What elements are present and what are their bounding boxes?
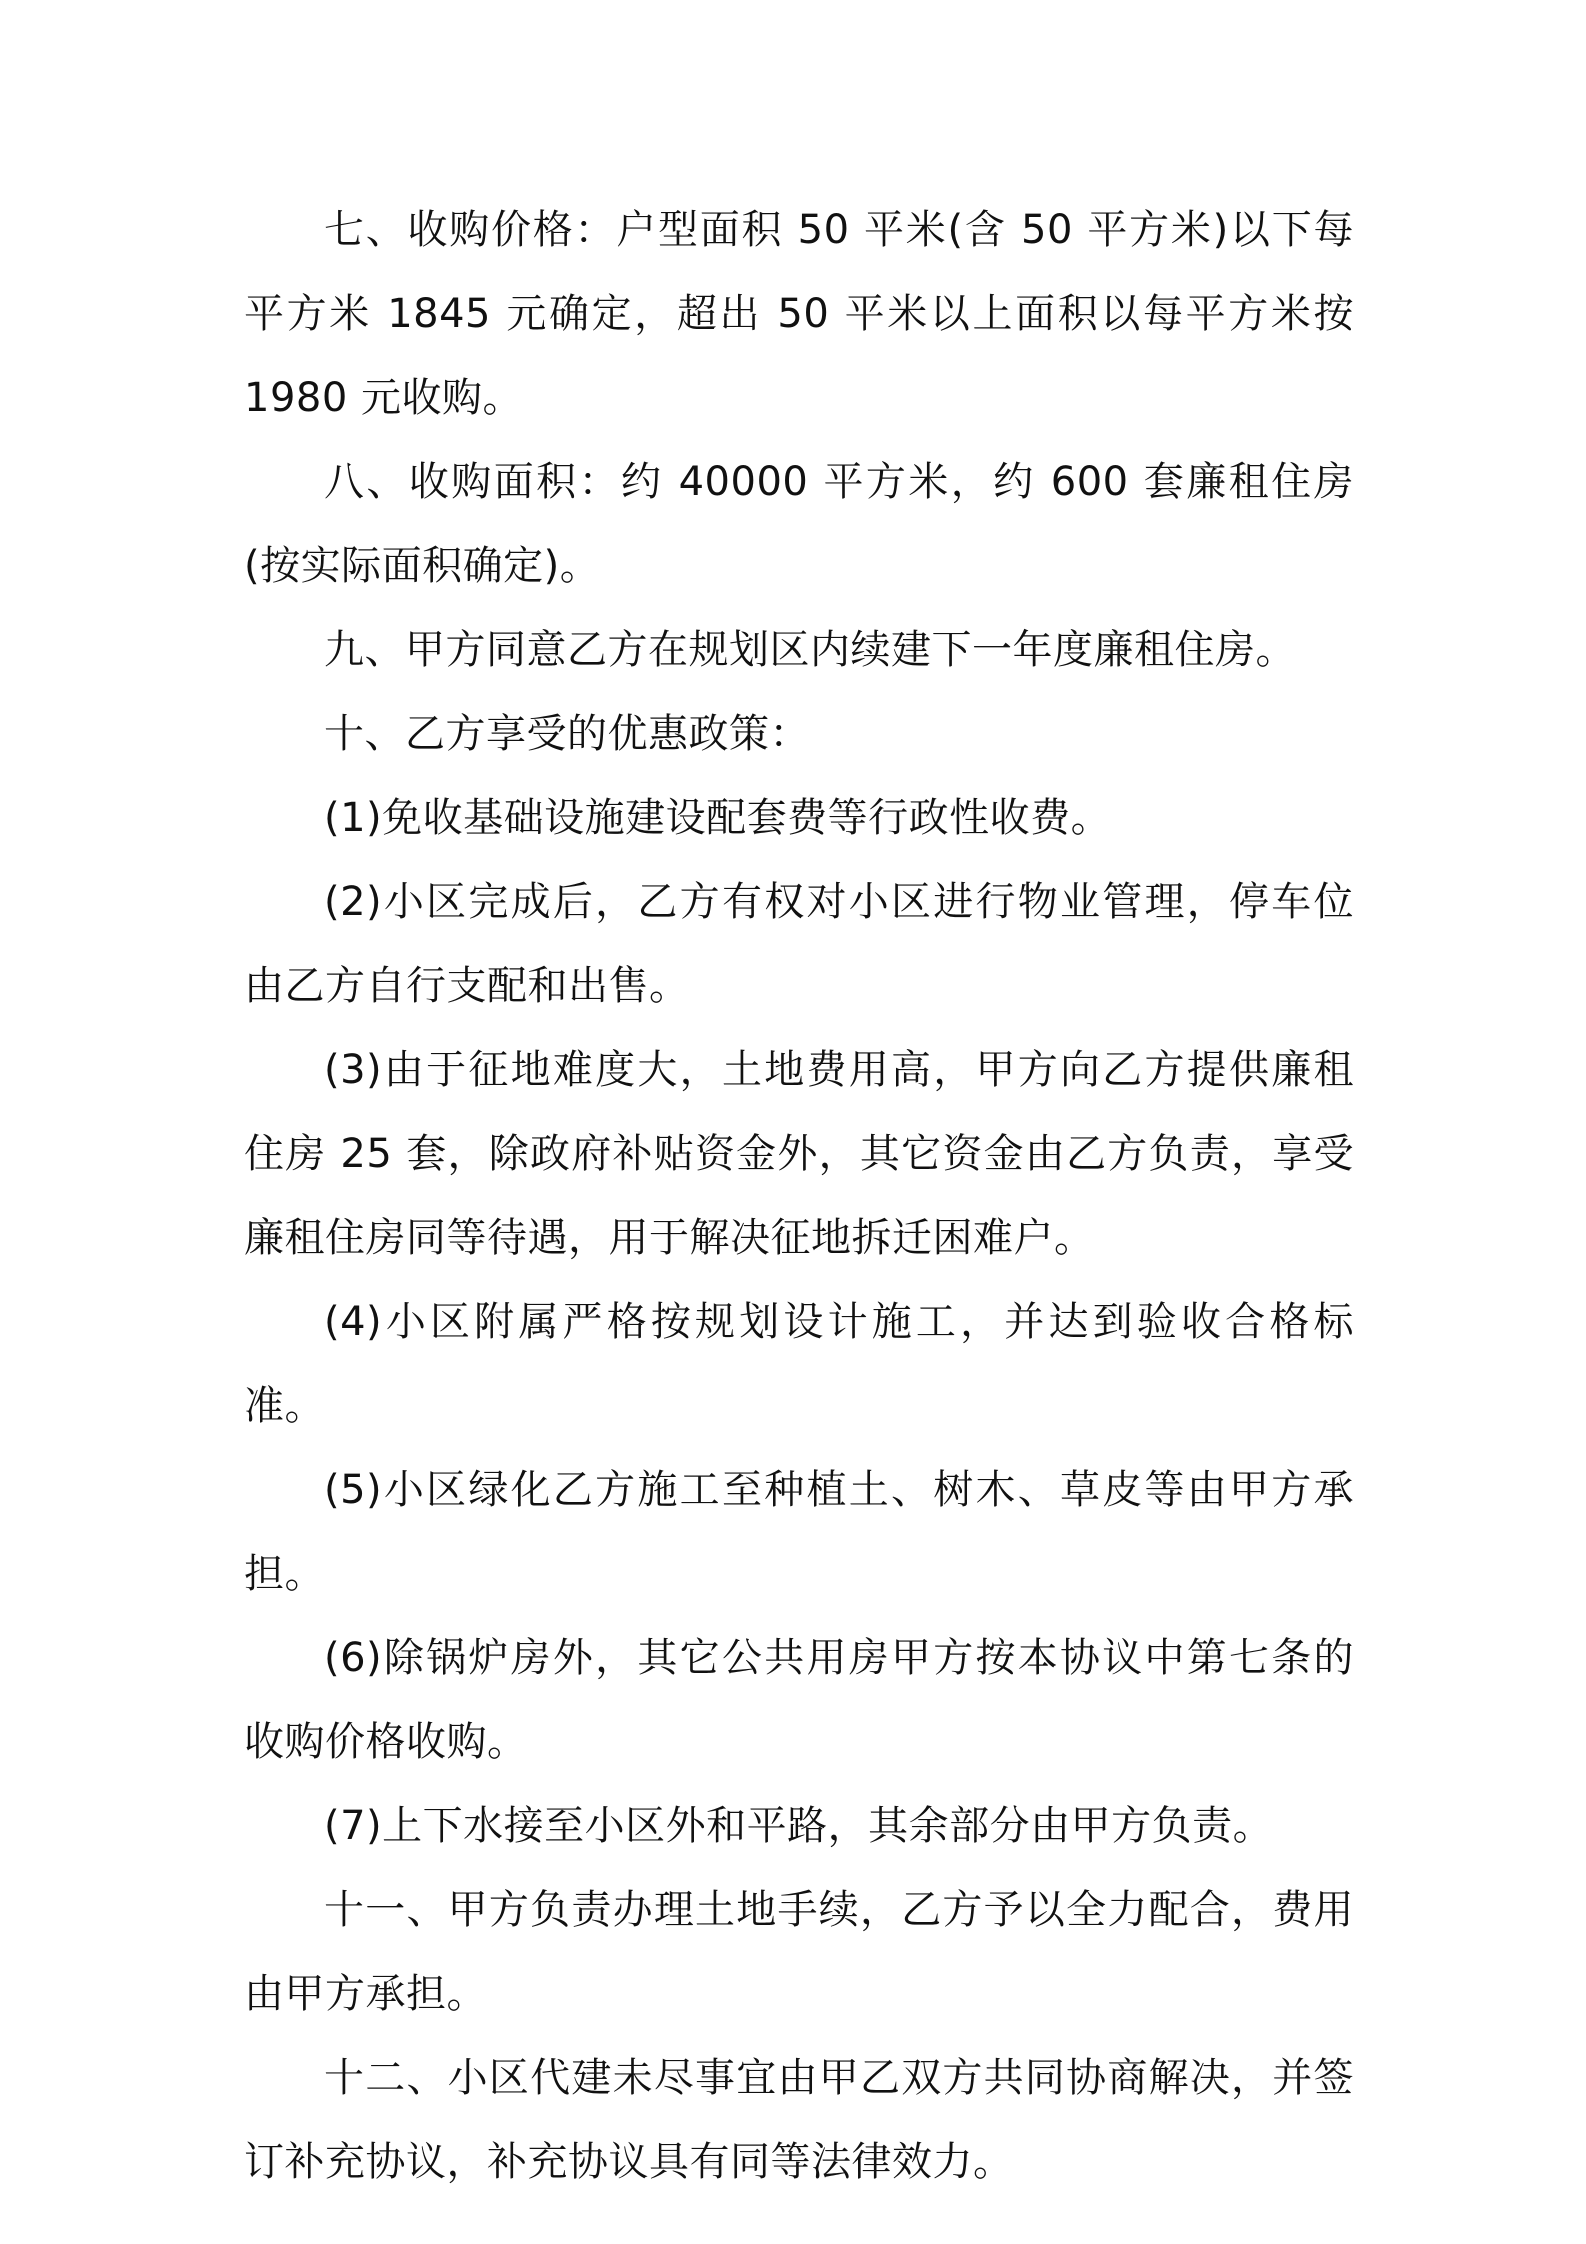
- clause-10-preferential-policies: 十、乙方享受的优惠政策：: [324, 711, 810, 757]
- policy-item-5: (5)小区绿化乙方施工至种植土、树木、草皮等由甲方承担。: [244, 1467, 1354, 1597]
- policy-item-6: (6)除锅炉房外，其它公共用房甲方按本协议中第七条的收购价格收购。: [244, 1635, 1354, 1765]
- clause-7-purchase-price: 七、收购价格：户型面积 50 平米(含 50 平方米)以下每平方米 1845 元确定，超出 50 平米以上面积以每平方米按 1980 元收购。: [244, 207, 1354, 421]
- clause-12-supplementary-agreement: 十二、小区代建未尽事宜由甲乙双方共同协商解决，并签订补充协议，补充协议具有同等法律效力。: [244, 2055, 1354, 2185]
- policy-item-4: (4)小区附属严格按规划设计施工，并达到验收合格标准。: [244, 1299, 1354, 1429]
- policy-item-3: (3)由于征地难度大，土地费用高，甲方向乙方提供廉租住房 25 套，除政府补贴资金外，其它资金由乙方负责，享受廉租住房同等待遇，用于解决征地拆迁困难户。: [244, 1047, 1354, 1261]
- clause-9-continued-construction: 九、甲方同意乙方在规划区内续建下一年度廉租住房。: [324, 627, 1296, 673]
- clause-11-land-procedures: 十一、甲方负责办理土地手续，乙方予以全力配合，费用由甲方承担。: [244, 1887, 1354, 2017]
- document-body: [244, 188, 1354, 2204]
- policy-item-7: (7)上下水接至小区外和平路，其余部分由甲方负责。: [324, 1803, 1274, 1849]
- clause-8-purchase-area: 八、收购面积：约 40000 平方米，约 600 套廉租住房(按实际面积确定)。: [244, 459, 1354, 589]
- policy-item-1: (1)免收基础设施建设配套费等行政性收费。: [324, 795, 1112, 841]
- policy-item-2: (2)小区完成后，乙方有权对小区进行物业管理，停车位由乙方自行支配和出售。: [244, 879, 1354, 1009]
